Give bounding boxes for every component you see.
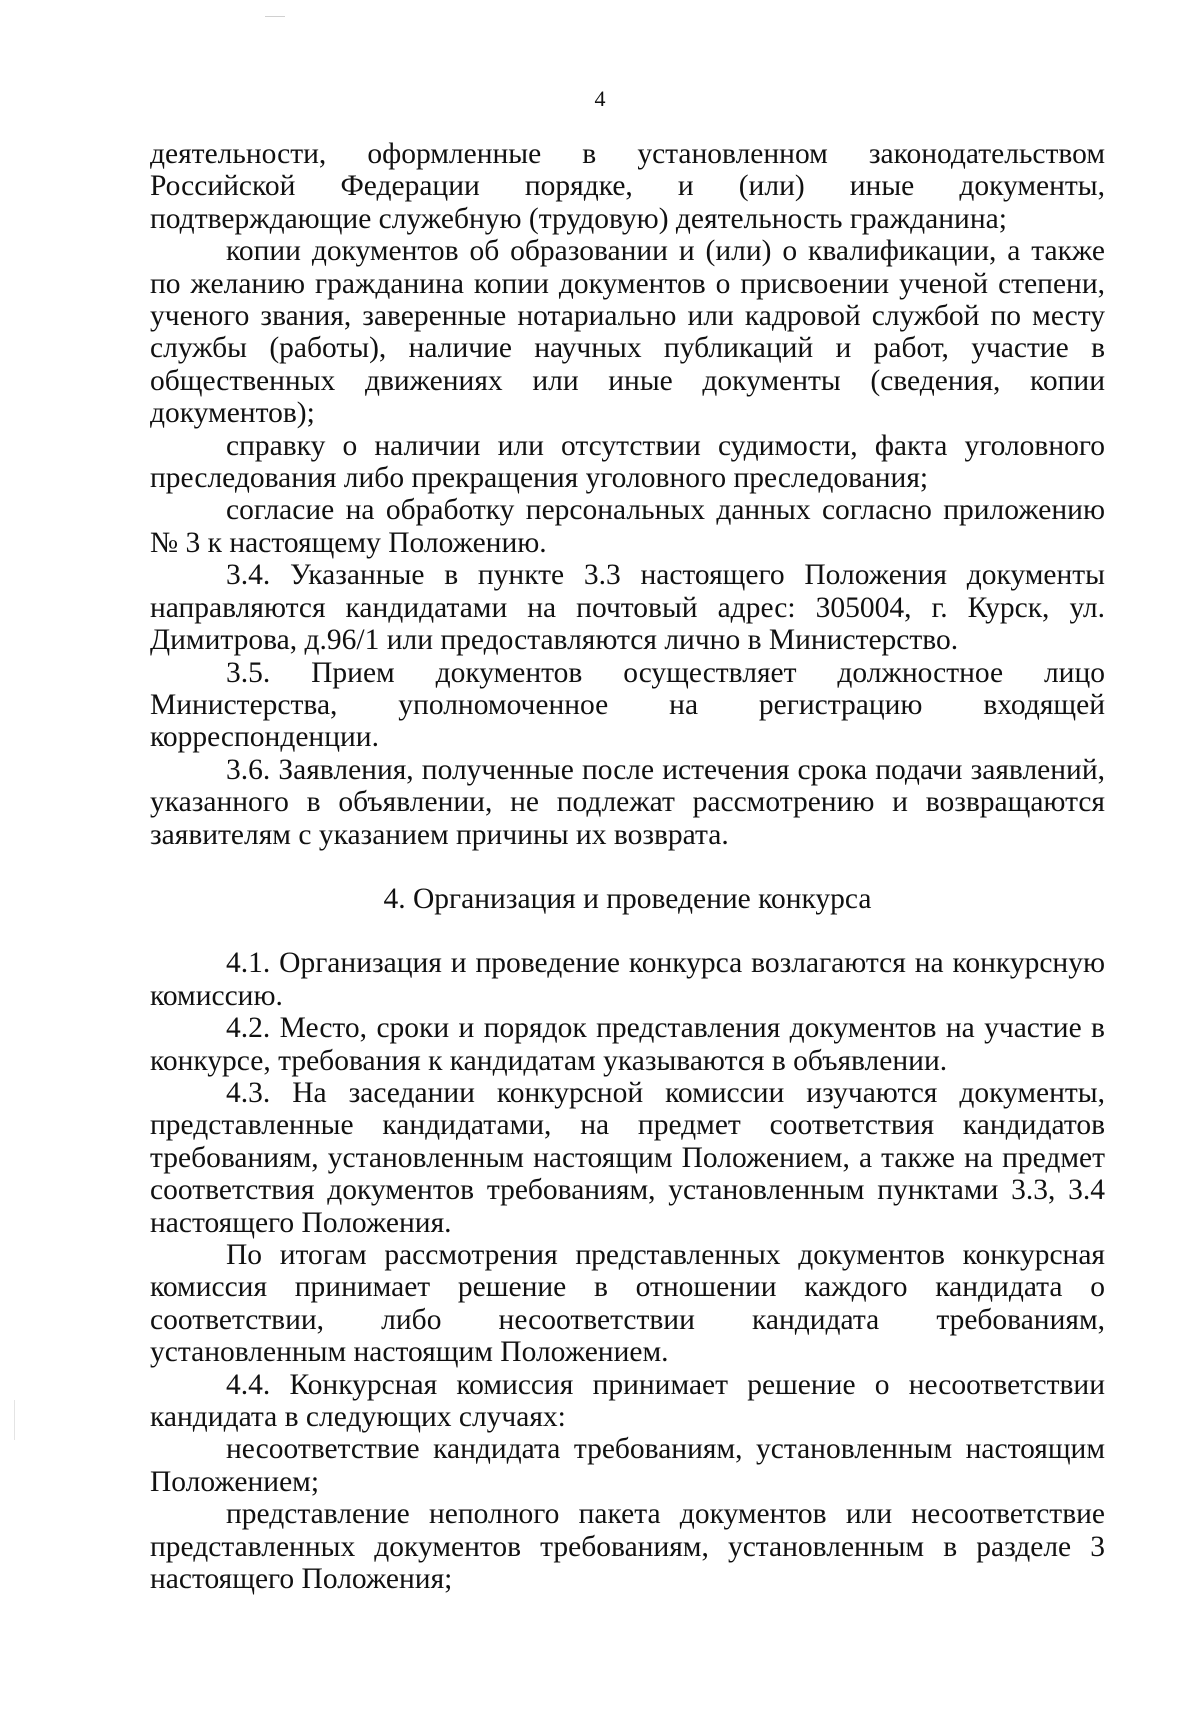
page-number: 4 xyxy=(594,86,606,111)
paragraph-case-requirements: несоответствие кандидата требованиям, установленным настоящим Положением; xyxy=(150,1433,1105,1498)
section-heading: 4. Организация и проведение конкурса xyxy=(383,882,872,915)
paragraph-education-copies: копии документов об образовании и (или) о квалификации, а также по желанию гражданина копии документов о присвоении ученой степени, ученого звания, заверенные нотариально или кадровой службой по месту службы (работы), наличие научных публикаций и работ, участие в общественных движениях или иные документы (сведения, копии документов); xyxy=(150,235,1105,430)
scan-artifact-top xyxy=(265,16,285,17)
paragraph-4-3: 4.3. На заседании конкурсной комиссии изучаются документы, представленные кандидатами, на предмет соответствия кандидатов требованиям, установленным настоящим Положением, а также на предмет соответствия документов требованиям, установленным пунктами 3.3, 3.4 настоящего Положения. xyxy=(150,1076,1105,1239)
paragraph-3-6: 3.6. Заявления, полученные после истечения срока подачи заявлений, указанного в объявлении, не подлежат рассмотрению и возвращаются заявителям с указанием причины их возврата. xyxy=(150,753,1105,851)
document-body xyxy=(150,138,1105,1595)
paragraph-4-4: 4.4. Конкурсная комиссия принимает решение о несоответствии кандидата в следующих случаях: xyxy=(150,1368,1105,1434)
scan-artifact-left xyxy=(14,1400,15,1440)
paragraph-4-2: 4.2. Место, сроки и порядок представления документов на участие в конкурсе, требования к кандидатам указываются в объявлении. xyxy=(150,1012,1105,1077)
paragraph-3-4: 3.4. Указанные в пункте 3.3 настоящего Положения документы направляются кандидатами на почтовый адрес: 305004, г. Курск, ул. Димитрова, д.96/1 или предоставляются лично в Министерство. xyxy=(150,559,1105,657)
paragraph-criminal-record: справку о наличии или отсутствии судимости, факта уголовного преследования либо прекращения уголовного преследования; xyxy=(150,429,1105,495)
paragraph-review-results: По итогам рассмотрения представленных документов конкурсная комиссия принимает решение в отношении каждого кандидата о соответствии, либо несоответствии кандидата требованиям, установленным настоящим Положением. xyxy=(150,1239,1105,1369)
paragraph-3-5: 3.5. Прием документов осуществляет должностное лицо Министерства, уполномоченное на регистрацию входящей корреспонденции. xyxy=(150,656,1105,754)
paragraph-continuation: деятельности, оформленные в установленном законодательством Российской Федерации порядке, и (или) иные документы, подтверждающие служебную (трудовую) деятельность гражданина; xyxy=(150,138,1105,235)
paragraph-personal-data-consent: согласие на обработку персональных данных согласно приложению № 3 к настоящему Положению. xyxy=(150,494,1105,559)
paragraph-case-incomplete-package: представление неполного пакета документов или несоответствие представленных документов требованиям, установленным в разделе 3 настоящего Положения; xyxy=(150,1498,1105,1596)
paragraph-4-1: 4.1. Организация и проведение конкурса возлагаются на конкурсную комиссию. xyxy=(150,947,1105,1012)
